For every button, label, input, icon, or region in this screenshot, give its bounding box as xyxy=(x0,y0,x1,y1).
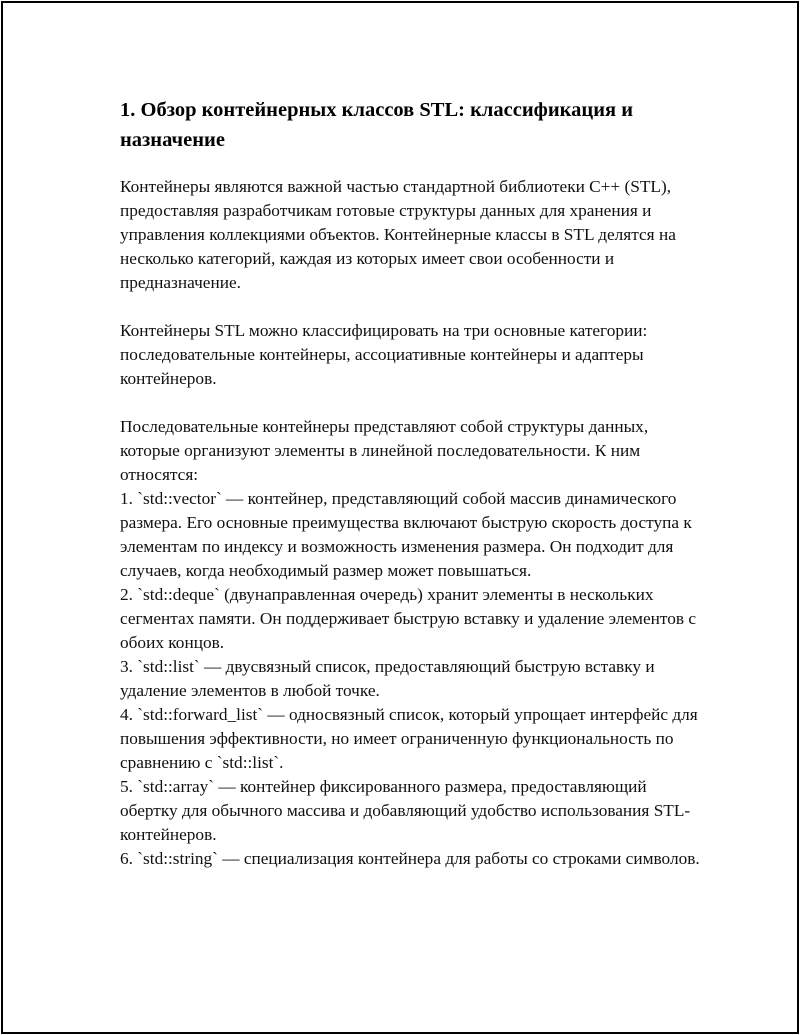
paragraph-spacer xyxy=(120,295,700,319)
paragraph-spacer xyxy=(120,391,700,415)
list-item-list: 3. `std::list` — двусвязный список, предоставляющий быструю вставку и удаление элементов в любой точке. xyxy=(120,657,655,700)
document-page xyxy=(1,1,799,1034)
sequence-containers-paragraph xyxy=(120,415,700,871)
section-title: 1. Обзор контейнерных классов STL: классификация и назначение xyxy=(120,99,634,151)
sequence-intro-text: Последовательные контейнеры представляют собой структуры данных, которые организуют элементы в линейной последовательности. К ним относятся: xyxy=(120,417,649,484)
list-item-forward-list: 4. `std::forward_list` — односвязный список, который упрощает интерфейс для повышения эффективности, но имеет ограниченную функциональность по сравнению с `std::list`. xyxy=(120,705,698,772)
list-item-array: 5. `std::array` — контейнер фиксированного размера, предоставляющий обертку для обычного массива и добавляющий удобство использования STL-контейнеров. xyxy=(120,777,691,844)
classification-paragraph: Контейнеры STL можно классифицировать на три основные категории: последовательные контейнеры, ассоциативные контейнеры и адаптеры контейнеров. xyxy=(120,321,648,388)
document-content xyxy=(120,95,700,871)
intro-paragraph: Контейнеры являются важной частью стандартной библиотеки C++ (STL), предоставляя разработчикам готовые структуры данных для хранения и управления коллекциями объектов. Контейнерные классы в STL делятся на несколько категорий, каждая из которых имеет свои особенности и предназначение. xyxy=(120,177,676,292)
list-item-string: 6. `std::string` — специализация контейнера для работы со строками символов. xyxy=(120,849,700,868)
list-item-deque: 2. `std::deque` (двунаправленная очередь) хранит элементы в нескольких сегментах памяти. Он поддерживает быструю вставку и удаление элементов с обоих концов. xyxy=(120,585,697,652)
list-item-vector: 1. `std::vector` — контейнер, представляющий собой массив динамического размера. Его основные преимущества включают быструю скорость доступа к элементам по индексу и возможность изменения размера. Он подходит для случаев, когда необходимый размер может повышаться. xyxy=(120,489,692,580)
